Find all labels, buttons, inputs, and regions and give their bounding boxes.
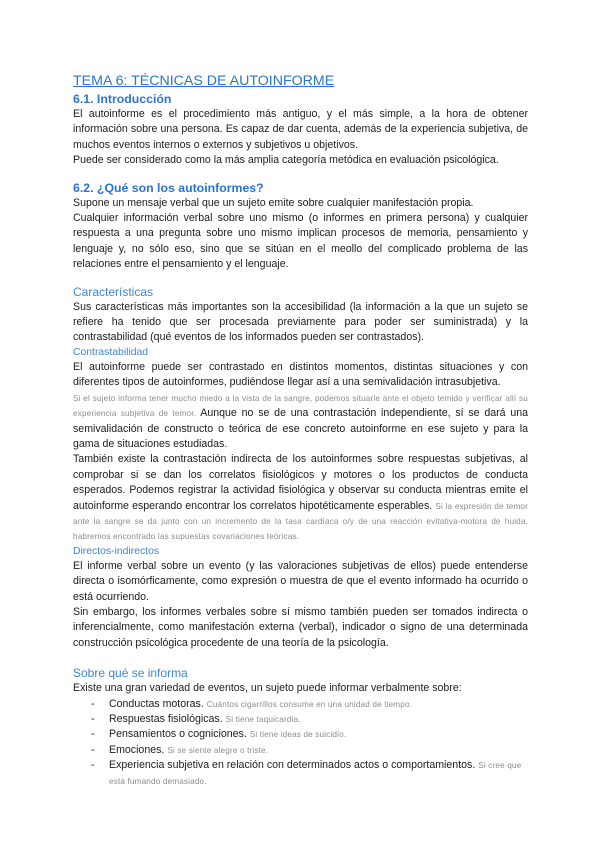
- list-item: [91, 743, 528, 758]
- paragraph: Cualquier información verbal sobre uno mismo (o informes en primera persona) y cualquier respuesta a una pregunta sobre uno mismo implican procesos de memoria, pensamiento y lenguaje y, no sólo eso, sino que se sitúan en el meollo del complicado problema de las relaciones entre el pensamiento y el lenguaje.: [73, 212, 528, 271]
- dash-bullet: -: [91, 713, 95, 725]
- list-item-text: Emociones.: [109, 743, 165, 756]
- example-text: Si la expresión de temor ante la sangre se da junto con un incremento de la tasa cardíaca o/y de una reacción evitativa-motora de huida, habremos encontrado las supuestas covariaciones teóricas.: [73, 501, 528, 542]
- list-item: [91, 758, 528, 789]
- list-item-text: Experiencia subjetiva en relación con determinados actos o comportamientos.: [109, 759, 476, 772]
- example-text: Si se siente alegre o triste.: [167, 745, 269, 755]
- paragraph: El informe verbal sobre un evento (y las valoraciones subjetivas de ellos) puede entenderse directa o isomórficamente, como expresión o muestra de que el evento informado ha ocurrido o está ocurriendo.: [73, 559, 528, 603]
- subheading-sobre-que-se-informa: Sobre qué se informa: [73, 666, 188, 681]
- paragraph: Existe una gran variedad de eventos, un sujeto puede informar verbalmente sobre:: [73, 682, 462, 695]
- example-text: Si cree que está fumando demasiado.: [109, 761, 522, 786]
- example-text: Cuántos cigarrillos consume en una unidad de tiempo.: [206, 699, 413, 709]
- subheading-contrastabilidad: Contrastabilidad: [73, 346, 149, 358]
- example-text: Si el sujeto informa tener mucho miedo a la vista de la sangre, podemos situarle ante el objeto temido y verificar allí su experiencia subjetiva de temor.: [73, 393, 528, 419]
- list-item: [91, 697, 528, 712]
- subheading-directos-indirectos: Directos-indirectos: [73, 545, 160, 557]
- dash-bullet: -: [91, 759, 95, 772]
- event-list: [73, 697, 528, 789]
- document-title: TEMA 6: TÉCNICAS DE AUTOINFORME: [73, 73, 335, 89]
- paragraph: [73, 391, 528, 453]
- paragraph: El autoinforme puede ser contrastado en distintos momentos, distintas situaciones y con diferentes tipos de autoinformes, pudiéndose llegar así a una semivalidación intrasubjetiva.: [73, 360, 528, 389]
- example-text: Si tiene ideas de suicidio.: [249, 730, 347, 740]
- dash-bullet: -: [91, 697, 95, 710]
- section-heading-introduccion: 6.1. Introducción: [73, 92, 172, 106]
- list-item: [91, 712, 528, 727]
- document-page: [73, 72, 528, 789]
- list-item: [91, 727, 528, 742]
- paragraph-text: También existe la contrastación indirecta de los autoinformes sobre respuestas subjetivas, al comprobar si se dan los correlatos fisiológicos y motores o los productos de conducta esperados. Podemos registrar la actividad fisiológica y observar su conducta mientras emite el autoinforme esperando encontrar los correlatos hipotéticamente esperables.: [73, 453, 528, 512]
- dash-bullet: -: [91, 728, 95, 741]
- list-item-text: Respuestas fisiológicas.: [109, 713, 223, 725]
- example-text: Si tiene taquicardia.: [225, 715, 301, 724]
- paragraph: Puede ser considerado como la más amplia categoría metódica en evaluación psicológica.: [73, 154, 499, 167]
- paragraph: [73, 452, 528, 544]
- subheading-caracteristicas: Características: [73, 284, 154, 299]
- dash-bullet: -: [91, 743, 95, 756]
- list-item-text: Pensamientos o cogniciones.: [109, 728, 247, 741]
- list-item-text: Conductas motoras.: [109, 697, 204, 710]
- paragraph: Sus características más importantes son la accesibilidad (la información a la que un sujeto se refiere ha tenido que ser procesada previamente para poder ser suministrada) y la contrastabilidad (qué eventos de los informados pueden ser contrastados).: [73, 300, 528, 344]
- section-heading-que-son: 6.2. ¿Qué son los autoinformes?: [73, 180, 264, 195]
- paragraph: Supone un mensaje verbal que un sujeto emite sobre cualquier manifestación propia.: [73, 196, 474, 209]
- paragraph: El autoinforme es el procedimiento más antiguo, y el más simple, a la hora de obtener información sobre una persona. Es capaz de dar cuenta, además de la experiencia subjetiva, de muchos eventos internos o externos y subjetivos u objetivos.: [73, 108, 528, 151]
- paragraph-text: Aunque no se de una contrastación independiente, sí se dará una semivalidación de constructo o teórica de ese concreto autoinforme en ese sujeto y para la gama de situaciones estudiadas.: [73, 407, 529, 450]
- paragraph: Sin embargo, los informes verbales sobre sí mismo también pueden ser tomados indirecta o inferencialmente, como manifestación externa (verbal), indicador o signo de una determinada construcción psicológica procedente de una teoría de la psicología.: [73, 605, 528, 649]
